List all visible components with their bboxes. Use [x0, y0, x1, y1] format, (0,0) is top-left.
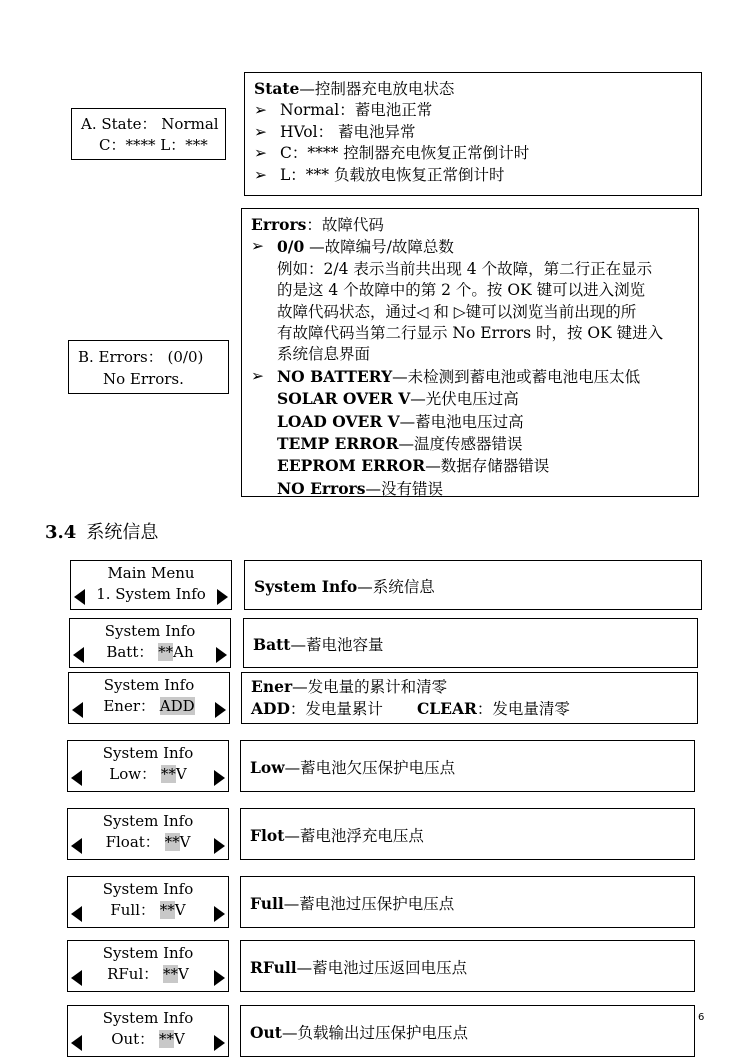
errors-description: [241, 208, 699, 497]
system-info-description: System Info—系统信息: [244, 560, 702, 610]
left-arrow-icon: [71, 906, 82, 922]
arrow-bullet-icon: ➢: [254, 101, 267, 120]
ener-description: Ener—发电量的累计和清零 ADD：发电量累计 CLEAR：发电量清零: [241, 672, 698, 724]
lcd-title: Main Menu: [107, 564, 195, 582]
left-arrow-icon: [72, 702, 83, 718]
arrow-bullet-icon: ➢: [251, 237, 264, 256]
left-arrow-icon: [71, 970, 82, 986]
lcd-title: System Info: [102, 944, 194, 962]
lcd-value-line: 1. System Info: [96, 585, 206, 603]
left-arrow-icon: [73, 647, 84, 663]
right-arrow-icon: [214, 770, 225, 786]
list-item: ➢ NO BATTERY—未检测到蓄电池或蓄电池电压太低: [251, 366, 641, 386]
lcd-value-line: Out： **V: [111, 1030, 185, 1048]
right-arrow-icon: [214, 838, 225, 854]
error-code-line: LOAD OVER V—蓄电池电压过高: [277, 411, 524, 431]
right-arrow-icon: [214, 970, 225, 986]
state-description: [244, 72, 702, 196]
float-description: Flot—蓄电池浮充电压点: [240, 808, 695, 860]
error-code-line: NO Errors—没有错误: [277, 478, 443, 498]
state-lcd: [71, 108, 226, 160]
left-arrow-icon: [71, 1035, 82, 1051]
list-item: ➢ 0/0 —故障编号/故障总数: [251, 237, 454, 257]
errors-detail-line: 故障代码状态，通过◁ 和 ▷键可以浏览当前出现的所: [277, 302, 637, 321]
section-heading: 3.4 系统信息: [45, 522, 159, 543]
out-description: Out—负载输出过压保护电压点: [240, 1005, 695, 1057]
value-highlight: **: [158, 1030, 174, 1048]
right-arrow-icon: [214, 1035, 225, 1051]
page-number: 6: [698, 1012, 705, 1023]
value-highlight: **: [163, 965, 179, 983]
right-arrow-icon: [216, 647, 227, 663]
list-item: ➢ Normal：蓄电池正常: [254, 100, 692, 121]
value-highlight: **: [159, 901, 175, 919]
right-arrow-icon: [217, 589, 228, 605]
left-arrow-icon: [71, 770, 82, 786]
error-code-line: TEMP ERROR—温度传感器错误: [277, 434, 523, 454]
list-item: ➢ HVol： 蓄电池异常: [254, 122, 692, 143]
lcd-title: System Info: [102, 880, 194, 898]
lcd-title: System Info: [102, 1009, 194, 1027]
value-highlight: **: [160, 765, 176, 783]
batt-description: Batt—蓄电池容量: [243, 618, 698, 668]
state-title: State—控制器充电放电状态: [254, 79, 455, 98]
value-highlight: **: [158, 643, 174, 661]
lcd-value-line: Batt： **Ah: [106, 643, 194, 661]
rfull-description: RFull—蓄电池过压返回电压点: [240, 940, 695, 992]
arrow-bullet-icon: ➢: [254, 144, 267, 163]
full-lcd: [67, 876, 229, 928]
errors-lcd-line1: B. Errors： (0/0): [78, 348, 204, 366]
error-code-line: EEPROM ERROR—数据存储器错误: [277, 456, 550, 476]
arrow-bullet-icon: ➢: [254, 165, 267, 184]
low-description: Low—蓄电池欠压保护电压点: [240, 740, 695, 792]
ener-lcd: [68, 672, 230, 724]
error-code-line: SOLAR OVER V—光伏电压过高: [277, 389, 519, 409]
lcd-title: System Info: [103, 676, 195, 694]
left-arrow-icon: [71, 838, 82, 854]
errors-detail-line: 系统信息界面: [277, 345, 371, 364]
errors-title: Errors：故障代码: [251, 215, 384, 234]
state-lcd-line2: C：**** L：***: [99, 136, 208, 154]
value-highlight: ADD: [159, 697, 195, 715]
right-arrow-icon: [214, 906, 225, 922]
lcd-value-line: Float： **V: [105, 833, 191, 851]
lcd-title: System Info: [104, 622, 196, 640]
lcd-title: System Info: [102, 744, 194, 762]
main-menu-lcd: [70, 560, 232, 610]
lcd-title: System Info: [102, 812, 194, 830]
float-lcd: [67, 808, 229, 860]
low-lcd: [67, 740, 229, 792]
value-highlight: **: [164, 833, 180, 851]
out-lcd: [67, 1005, 229, 1057]
errors-detail-line: 例如：2/4 表示当前共出现 4 个故障，第二行正在显示: [277, 259, 653, 278]
list-item: ➢ L：*** 负载放电恢复正常倒计时: [254, 165, 692, 186]
lcd-value-line: Ener： ADD: [103, 697, 195, 715]
batt-lcd: [69, 618, 231, 668]
arrow-bullet-icon: ➢: [254, 122, 267, 141]
lcd-value-line: Full： **V: [110, 901, 186, 919]
lcd-value-line: Low： **V: [109, 765, 187, 783]
left-arrow-icon: [74, 589, 85, 605]
state-lcd-line1: A. State： Normal: [81, 115, 219, 133]
full-description: Full—蓄电池过压保护电压点: [240, 876, 695, 928]
errors-lcd-line2: No Errors.: [103, 370, 184, 388]
errors-lcd: [68, 340, 229, 394]
arrow-bullet-icon: ➢: [251, 366, 264, 385]
right-arrow-icon: [215, 702, 226, 718]
list-item: ➢ C：**** 控制器充电恢复正常倒计时: [254, 143, 692, 164]
errors-detail-line: 有故障代码当第二行显示 No Errors 时，按 OK 键进入: [277, 324, 664, 343]
rful-lcd: [67, 940, 229, 992]
errors-detail-line: 的是这 4 个故障中的第 2 个。按 OK 键可以进入浏览: [277, 281, 646, 300]
lcd-value-line: RFul： **V: [107, 965, 189, 983]
